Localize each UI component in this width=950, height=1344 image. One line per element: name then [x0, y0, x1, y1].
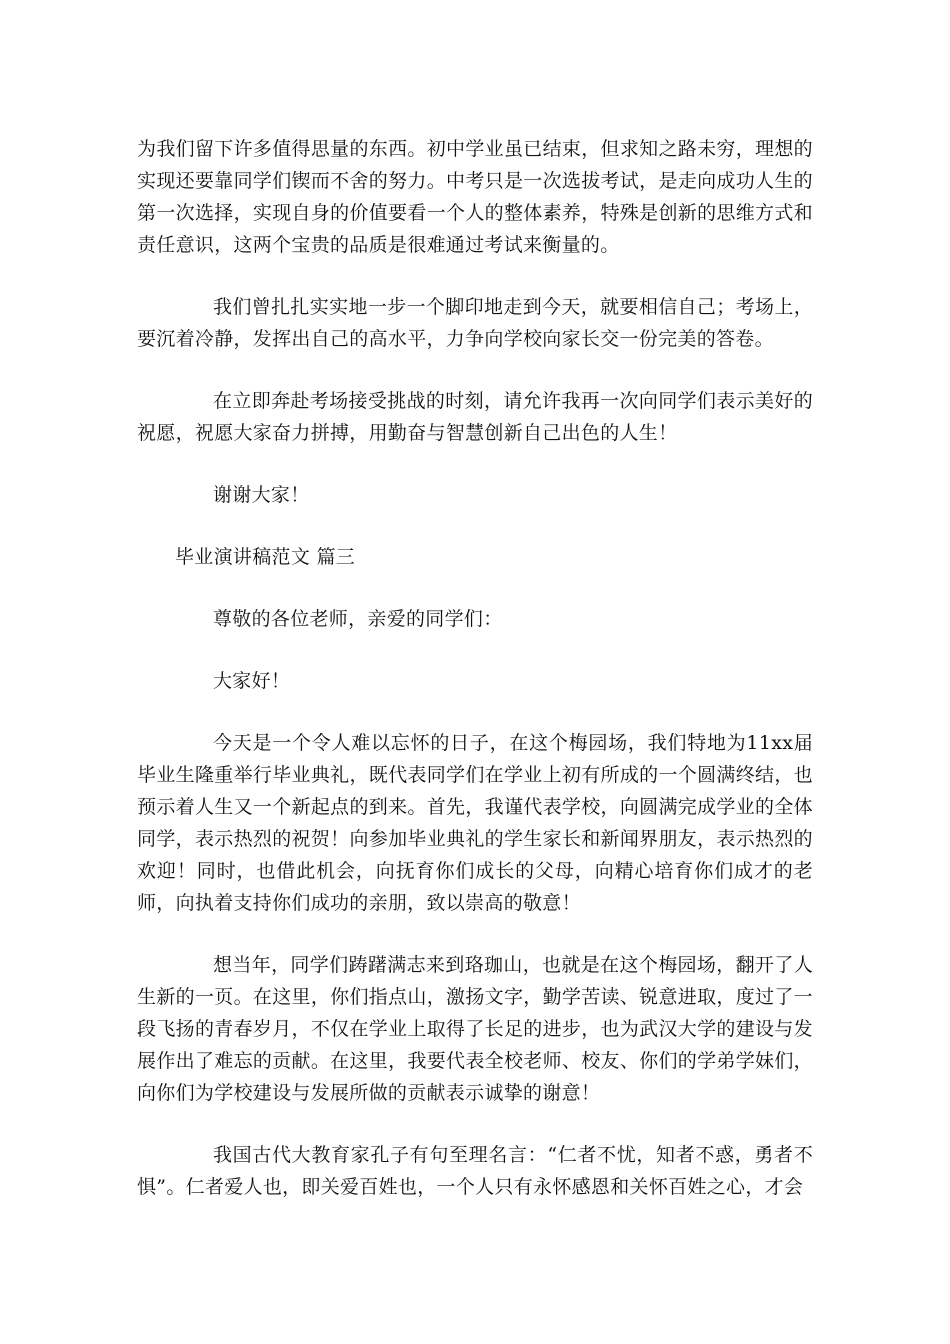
document-body — [137, 133, 813, 1233]
section-heading: 毕业演讲稿范文 篇三 — [175, 546, 356, 568]
paragraph-continuation: 为我们留下许多值得思量的东西。初中学业虽已结束，但求知之路未穷，理想的实现还要靠同学们锲而不舍的努力。中考只是一次选拔考试，是走向成功人生的第一次选择，实现自身的价值要看一个人的整体素养，特殊是创新的思维方式和责任意识，这两个宝贵的品质是很难通过考试来衡量的。 — [137, 138, 813, 256]
paragraph-greeting: 大家好！ — [213, 670, 291, 692]
paragraph-salutation: 尊敬的各位老师，亲爱的同学们： — [213, 608, 503, 630]
paragraph-ceremony: 今天是一个令人难以忘怀的日子，在这个梅园场，我们特地为11xx届毕业生隆重举行毕业典礼，既代表同学们在学业上初有所成的一个圆满终结，也预示着人生又一个新起点的到来。首先，我谨代表学校，向圆满完成学业的全体同学，表示热烈的祝贺！向参加毕业典礼的学生家长和新闻界朋友，表示热烈的欢迎！同时，也借此机会，向抚育你们成长的父母，向精心培育你们成才的老师，向执着支持你们成功的亲朋，致以崇高的敬意！ — [137, 732, 813, 914]
paragraph-confidence: 我们曾扎扎实实地一步一个脚印地走到今天，就要相信自己；考场上，要沉着冷静，发挥出自己的高水平，力争向学校向家长交一份完美的答卷。 — [137, 296, 813, 350]
paragraph-confucius: 我国古代大教育家孔子有句至理名言：“仁者不忧，知者不惑，勇者不惧”。仁者爱人也，即关爱百姓也，一个人只有永怀感恩和关怀百姓之心，才会 — [137, 1144, 813, 1198]
paragraph-thanks: 谢谢大家！ — [213, 484, 310, 506]
paragraph-blessing: 在立即奔赴考场接受挑战的时刻，请允许我再一次向同学们表示美好的祝愿，祝愿大家奋力拼搏，用勤奋与智慧创新自己出色的人生！ — [137, 390, 813, 444]
paragraph-memories: 想当年，同学们踌躇满志来到珞珈山，也就是在这个梅园场，翻开了人生新的一页。在这里，你们指点山，激扬文字，勤学苦读、锐意进取，度过了一段飞扬的青春岁月，不仅在学业上取得了长足的进步，也为武汉大学的建设与发展作出了难忘的贡献。在这里，我要代表全校老师、校友、你们的学弟学妹们，向你们为学校建设与发展所做的贡献表示诚挚的谢意！ — [137, 954, 813, 1104]
